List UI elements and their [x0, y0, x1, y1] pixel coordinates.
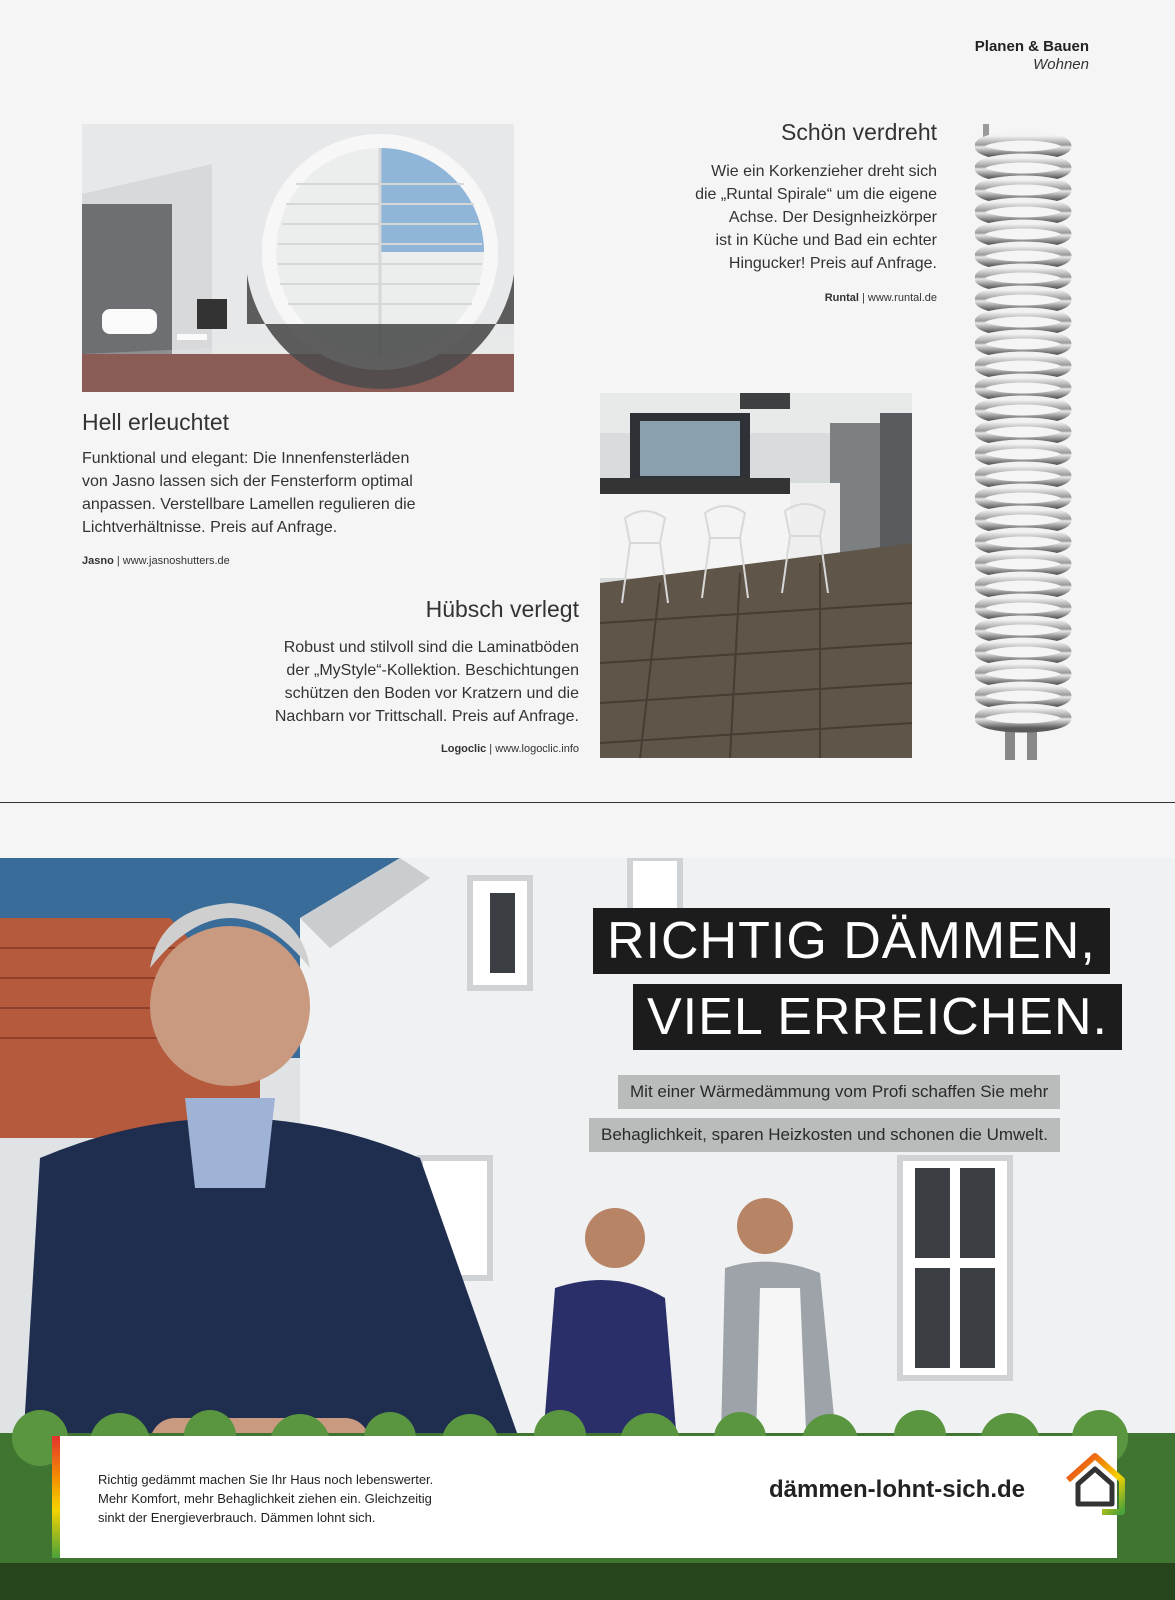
radiator-coil	[979, 532, 1067, 552]
section-subtitle: Wohnen	[1033, 56, 1089, 73]
radiator-coil	[979, 268, 1067, 288]
text-line: Lichtverhältnisse. Preis auf Anfrage.	[82, 519, 338, 536]
radiator-coil	[979, 290, 1067, 310]
radiator-coil	[979, 334, 1067, 354]
text-line: Hingucker! Preis auf Anfrage.	[728, 255, 937, 272]
text-hell-erleuchtet	[82, 447, 416, 539]
ad-headline-line-1: RICHTIG DÄMMEN,	[593, 908, 1110, 974]
radiator-coil	[979, 576, 1067, 596]
radiator-coil	[979, 136, 1067, 156]
ad-subline-line-2: Behaglichkeit, sparen Heizkosten und schonen die Umwelt.	[589, 1118, 1060, 1152]
section-divider	[0, 802, 1175, 803]
source-url: www.runtal.de	[867, 292, 937, 304]
source-runtal: Runtal | www.runtal.de	[824, 292, 937, 304]
text-line: schützen den Boden vor Kratzern und die	[284, 685, 579, 702]
text-huebsch-verlegt	[275, 636, 579, 728]
text-line: Robust und stilvoll sind die Laminatböden	[283, 639, 579, 656]
text-line: Achse. Der Designheizkörper	[728, 209, 937, 226]
text-line: die „Runtal Spirale“ um die eigene	[695, 186, 937, 203]
source-brand: Runtal	[824, 292, 859, 304]
radiator-coil	[979, 686, 1067, 706]
radiator-coil	[979, 620, 1067, 640]
radiator-coil	[979, 158, 1067, 178]
radiator-coil	[979, 642, 1067, 662]
photo-kitchen-laminate	[600, 393, 912, 758]
heading-hell-erleuchtet: Hell erleuchtet	[82, 409, 230, 435]
source-url: www.jasnoshutters.de	[122, 555, 230, 567]
source-brand: Logoclic	[441, 743, 487, 755]
radiator-coil	[979, 708, 1067, 728]
text-line: von Jasno lassen sich der Fensterform optimal	[82, 473, 413, 490]
radiator-coil	[979, 466, 1067, 486]
radiator-coil	[979, 180, 1067, 200]
text-line: Mehr Komfort, mehr Behaglichkeit ziehen ein. Gleichzeitig	[98, 1491, 432, 1506]
source-logoclic: Logoclic | www.logoclic.info	[441, 743, 579, 755]
ad-footer-color-bar	[52, 1436, 60, 1558]
radiator-coil	[979, 444, 1067, 464]
section-header	[975, 38, 1089, 74]
text-line: Wie ein Korkenzieher dreht sich	[711, 163, 937, 180]
text-line: sinkt der Energieverbrauch. Dämmen lohnt sich.	[98, 1510, 376, 1525]
source-jasno: Jasno | www.jasnoshutters.de	[82, 555, 230, 567]
text-line: Nachbarn vor Trittschall. Preis auf Anfrage.	[274, 708, 579, 725]
radiator-coil	[979, 554, 1067, 574]
radiator-coil	[979, 664, 1067, 684]
text-line: Funktional und elegant: Die Innenfensterläden	[82, 450, 410, 467]
radiator-coil	[979, 422, 1067, 442]
text-line: ist in Küche und Bad ein echter	[715, 232, 937, 249]
photo-round-window	[82, 124, 514, 392]
text-line: anpassen. Verstellbare Lamellen regulieren die	[82, 496, 416, 513]
radiator-spiral-image	[975, 124, 1095, 770]
ad-url: dämmen-lohnt-sich.de	[768, 1476, 1025, 1503]
text-line: Richtig gedämmt machen Sie Ihr Haus noch lebenswerter.	[98, 1472, 434, 1487]
radiator-coil	[979, 378, 1067, 398]
radiator-coil	[979, 202, 1067, 222]
section-title: Planen & Bauen	[974, 38, 1089, 55]
radiator-coil	[979, 356, 1067, 376]
text-schoen-verdreht	[695, 160, 937, 275]
heading-schoen-verdreht: Schön verdreht	[781, 119, 937, 145]
radiator-coil	[979, 510, 1067, 530]
ad-headline-line-2: VIEL ERREICHEN.	[633, 984, 1122, 1050]
radiator-coil	[979, 246, 1067, 266]
ad-subline-line-1: Mit einer Wärmedämmung vom Profi schaffen Sie mehr	[618, 1075, 1060, 1109]
heading-huebsch-verlegt: Hübsch verlegt	[425, 596, 579, 622]
house-logo-icon	[1062, 1450, 1128, 1518]
radiator-coil	[979, 312, 1067, 332]
ad-footer-text	[98, 1470, 433, 1527]
source-url: www.logoclic.info	[495, 743, 579, 755]
radiator-coil	[979, 488, 1067, 508]
source-brand: Jasno	[82, 555, 114, 567]
text-line: der „MyStyle“-Kollektion. Beschichtungen	[286, 662, 579, 679]
radiator-coil	[979, 224, 1067, 244]
radiator-coil	[979, 598, 1067, 618]
radiator-coil	[979, 400, 1067, 420]
